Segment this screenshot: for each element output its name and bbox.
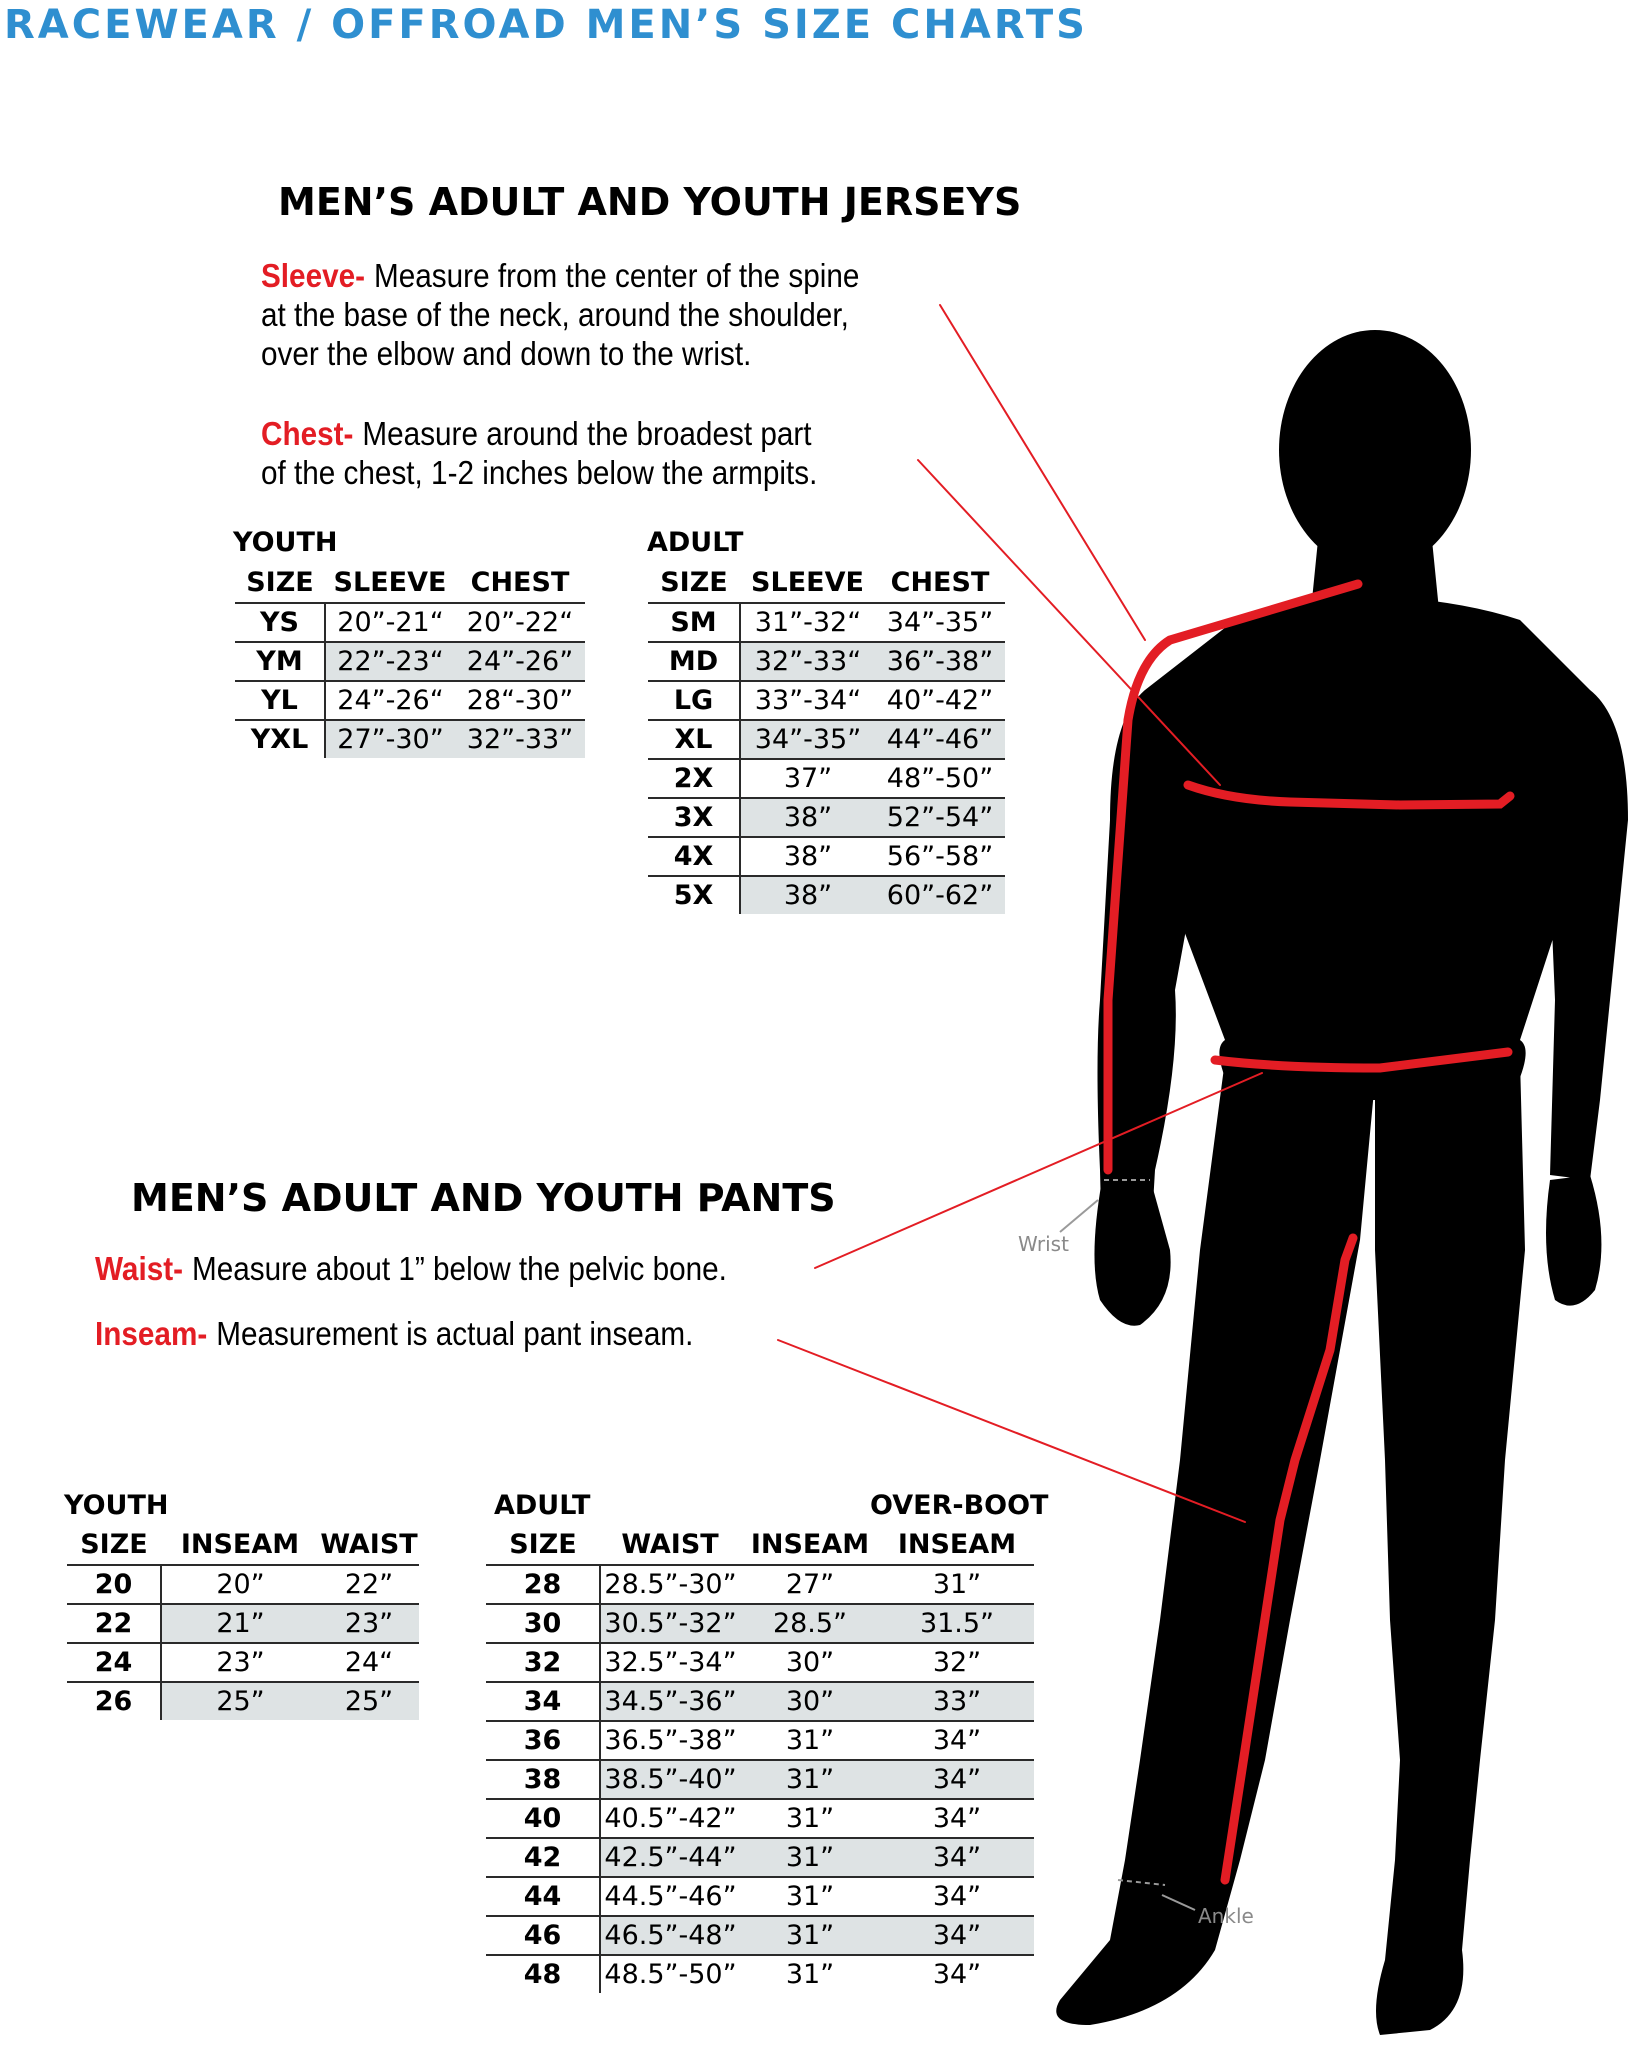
table-row <box>648 876 1005 914</box>
sleeve-cell: 32”-33“ <box>740 642 875 681</box>
pants-youth-table <box>67 1524 419 1720</box>
sleeve-cell: 31”-32“ <box>740 603 875 642</box>
inseam-cell: 31” <box>740 1838 880 1877</box>
table-row <box>486 1643 1034 1682</box>
ankle-label: Ankle <box>1198 1904 1254 1928</box>
table-row <box>235 603 585 642</box>
waist-cell: 30.5”-32” <box>600 1604 740 1643</box>
size-cell: 22 <box>67 1604 161 1643</box>
sleeve-cell: 38” <box>740 837 875 876</box>
waist-cell: 28.5”-30” <box>600 1565 740 1604</box>
size-cell: XL <box>648 720 740 759</box>
chest-cell: 28“-30” <box>455 681 585 720</box>
col-header: SIZE <box>509 1528 577 1560</box>
col-header: SIZE <box>660 566 728 598</box>
table-row <box>486 1721 1034 1760</box>
chest-cell: 60”-62” <box>875 876 1005 914</box>
sleeve-cell: 27”-30” <box>325 720 455 758</box>
size-cell: SM <box>648 603 740 642</box>
size-cell: 30 <box>486 1604 600 1643</box>
size-cell: YXL <box>235 720 325 758</box>
inseam-cell: 30” <box>740 1643 880 1682</box>
inseam-cell: 31” <box>740 1760 880 1799</box>
waist-cell: 44.5”-46” <box>600 1877 740 1916</box>
overboot-inseam-cell: 34” <box>880 1838 1034 1877</box>
inseam-cell: 28.5” <box>740 1604 880 1643</box>
overboot-inseam-cell: 34” <box>880 1955 1034 1993</box>
size-cell: 38 <box>486 1760 600 1799</box>
col-header: SIZE <box>80 1528 148 1560</box>
pants-youth-caption: YOUTH <box>64 1490 169 1521</box>
size-cell: 26 <box>67 1682 161 1720</box>
waist-cell: 36.5”-38” <box>600 1721 740 1760</box>
pants-overboot-caption: OVER-BOOT <box>870 1490 1049 1521</box>
size-cell: 4X <box>648 837 740 876</box>
overboot-inseam-cell: 31.5” <box>880 1604 1034 1643</box>
wrist-label: Wrist <box>1018 1232 1069 1256</box>
sleeve-text-line-3: over the elbow and down to the wrist. <box>261 335 752 372</box>
col-header: INSEAM <box>180 1528 300 1560</box>
size-cell: MD <box>648 642 740 681</box>
waist-cell: 48.5”-50” <box>600 1955 740 1993</box>
overboot-inseam-cell: 31” <box>880 1565 1034 1604</box>
size-cell: 42 <box>486 1838 600 1877</box>
table-row <box>486 1916 1034 1955</box>
waist-label: Waist- <box>95 1250 184 1287</box>
sleeve-cell: 38” <box>740 876 875 914</box>
overboot-inseam-cell: 34” <box>880 1877 1034 1916</box>
size-cell: 3X <box>648 798 740 837</box>
inseam-cell: 31” <box>740 1721 880 1760</box>
inseam-cell: 23” <box>161 1643 319 1682</box>
inseam-cell: 27” <box>740 1565 880 1604</box>
inseam-label: Inseam- <box>95 1315 208 1352</box>
col-header: SLEEVE <box>751 566 864 598</box>
table-row <box>486 1877 1034 1916</box>
jersey-youth-table <box>235 562 585 758</box>
table-row <box>648 681 1005 720</box>
chest-cell: 36”-38” <box>875 642 1005 681</box>
table-row <box>486 1604 1034 1643</box>
jerseys-heading: MEN’S ADULT AND YOUTH JERSEYS <box>278 180 1022 224</box>
table-row <box>67 1682 419 1720</box>
inseam-text: Measurement is actual pant inseam. <box>216 1315 694 1352</box>
jersey-youth-caption: YOUTH <box>233 527 338 558</box>
col-header: SIZE <box>246 566 314 598</box>
inseam-cell: 31” <box>740 1799 880 1838</box>
waist-cell: 34.5”-36” <box>600 1682 740 1721</box>
table-row <box>235 720 585 758</box>
chest-cell: 40”-42” <box>875 681 1005 720</box>
chest-cell: 32”-33” <box>455 720 585 758</box>
chest-instruction <box>261 414 817 492</box>
size-cell: 34 <box>486 1682 600 1721</box>
table-row <box>648 759 1005 798</box>
overboot-inseam-cell: 34” <box>880 1721 1034 1760</box>
table-row <box>486 1955 1034 1993</box>
waist-cell: 25” <box>319 1682 419 1720</box>
pants-adult-table <box>486 1524 1034 1993</box>
sleeve-cell: 24”-26“ <box>325 681 455 720</box>
table-row <box>235 642 585 681</box>
inseam-cell: 31” <box>740 1916 880 1955</box>
col-header: CHEST <box>890 566 990 598</box>
jersey-adult-table <box>648 562 1005 914</box>
sleeve-text-line-1: Measure from the center of the spine <box>374 257 860 294</box>
sleeve-instruction <box>261 256 859 373</box>
chest-cell: 24”-26” <box>455 642 585 681</box>
sleeve-cell: 37” <box>740 759 875 798</box>
waist-cell: 40.5”-42” <box>600 1799 740 1838</box>
waist-cell: 38.5”-40” <box>600 1760 740 1799</box>
chest-cell: 34”-35” <box>875 603 1005 642</box>
waist-text: Measure about 1” below the pelvic bone. <box>192 1250 727 1287</box>
sleeve-cell: 33”-34“ <box>740 681 875 720</box>
chest-cell: 52”-54” <box>875 798 1005 837</box>
chest-cell: 44”-46” <box>875 720 1005 759</box>
overboot-inseam-cell: 34” <box>880 1799 1034 1838</box>
overboot-inseam-cell: 32” <box>880 1643 1034 1682</box>
chest-text-line-2: of the chest, 1-2 inches below the armpits. <box>261 454 818 491</box>
col-header: INSEAM <box>750 1528 870 1560</box>
sleeve-cell: 34”-35” <box>740 720 875 759</box>
size-cell: 36 <box>486 1721 600 1760</box>
inseam-instruction <box>95 1314 693 1353</box>
chest-cell: 20”-22“ <box>455 603 585 642</box>
size-cell: 28 <box>486 1565 600 1604</box>
table-row <box>648 837 1005 876</box>
pants-adult-caption: ADULT <box>494 1490 591 1521</box>
sleeve-text-line-2: at the base of the neck, around the shoulder, <box>261 296 849 333</box>
inseam-cell: 25” <box>161 1682 319 1720</box>
table-row <box>235 681 585 720</box>
size-cell: 32 <box>486 1643 600 1682</box>
size-cell: 40 <box>486 1799 600 1838</box>
chest-text-line-1: Measure around the broadest part <box>362 415 812 452</box>
col-header: SLEEVE <box>333 566 447 598</box>
table-row <box>648 720 1005 759</box>
sleeve-cell: 22”-23“ <box>325 642 455 681</box>
waist-cell: 23” <box>319 1604 419 1643</box>
page-title: RACEWEAR / OFFROAD MEN’S SIZE CHARTS <box>4 2 1088 48</box>
table-row <box>648 642 1005 681</box>
table-row <box>648 603 1005 642</box>
table-row <box>486 1838 1034 1877</box>
table-row <box>486 1565 1034 1604</box>
size-cell: 44 <box>486 1877 600 1916</box>
col-header: INSEAM <box>897 1528 1017 1560</box>
size-cell: 5X <box>648 876 740 914</box>
jersey-adult-caption: ADULT <box>647 527 744 558</box>
sleeve-label: Sleeve- <box>261 257 366 294</box>
waist-instruction <box>95 1249 727 1288</box>
waist-cell: 24“ <box>319 1643 419 1682</box>
size-cell: 48 <box>486 1955 600 1993</box>
table-row <box>486 1799 1034 1838</box>
col-header: CHEST <box>470 566 570 598</box>
size-cell: 46 <box>486 1916 600 1955</box>
waist-cell: 22” <box>319 1565 419 1604</box>
inseam-cell: 31” <box>740 1877 880 1916</box>
waist-cell: 46.5”-48” <box>600 1916 740 1955</box>
size-cell: YL <box>235 681 325 720</box>
inseam-cell: 20” <box>161 1565 319 1604</box>
inseam-cell: 31” <box>740 1955 880 1993</box>
col-header: WAIST <box>320 1528 418 1560</box>
table-row <box>67 1565 419 1604</box>
sleeve-cell: 20”-21“ <box>325 603 455 642</box>
chest-label: Chest- <box>261 415 354 452</box>
chest-cell: 56”-58” <box>875 837 1005 876</box>
size-cell: 20 <box>67 1565 161 1604</box>
table-row <box>67 1604 419 1643</box>
inseam-cell: 21” <box>161 1604 319 1643</box>
table-row <box>67 1643 419 1682</box>
size-cell: 24 <box>67 1643 161 1682</box>
overboot-inseam-cell: 34” <box>880 1760 1034 1799</box>
table-row <box>486 1760 1034 1799</box>
size-cell: YS <box>235 603 325 642</box>
table-row <box>486 1682 1034 1721</box>
size-cell: YM <box>235 642 325 681</box>
pants-heading: MEN’S ADULT AND YOUTH PANTS <box>131 1176 836 1220</box>
table-row <box>648 798 1005 837</box>
size-cell: 2X <box>648 759 740 798</box>
waist-cell: 32.5”-34” <box>600 1643 740 1682</box>
sleeve-cell: 38” <box>740 798 875 837</box>
chest-cell: 48”-50” <box>875 759 1005 798</box>
inseam-cell: 30” <box>740 1682 880 1721</box>
waist-cell: 42.5”-44” <box>600 1838 740 1877</box>
overboot-inseam-cell: 34” <box>880 1916 1034 1955</box>
overboot-inseam-cell: 33” <box>880 1682 1034 1721</box>
col-header: WAIST <box>621 1528 719 1560</box>
size-cell: LG <box>648 681 740 720</box>
